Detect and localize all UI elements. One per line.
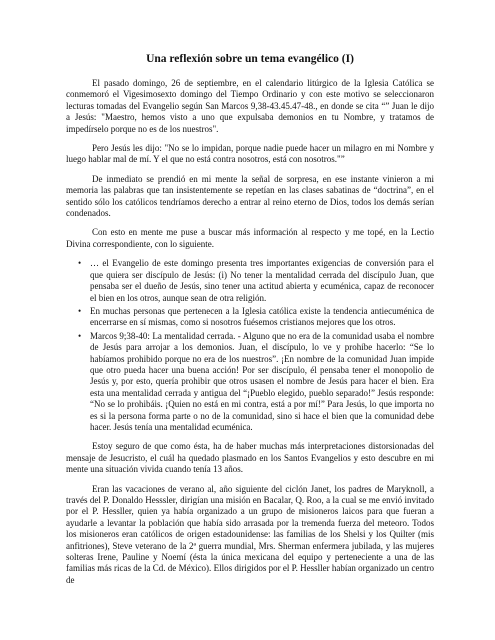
list-item <box>78 305 434 329</box>
list-item <box>78 258 434 304</box>
paragraph: Pero Jesús les dijo: "No se lo impidan, porque nadie puede hacer un milagro en mi Nombre y luego hablar mal de mí. Y el que no está contra nosotros, está con nosotros."” <box>66 143 434 165</box>
document-title: Una reflexión sobre un tema evangélico (I) <box>146 53 354 65</box>
bullet-list <box>66 258 434 433</box>
paragraph: Con esto en mente me puse a buscar más información al respecto y me topé, en la Lectio Divina correspondiente, con lo siguiente. <box>66 227 434 249</box>
paragraph: Eran las vacaciones de verano al, año siguiente del ciclón Janet, los padres de Maryknoll, a través del P. Donaldo Hesssler, dirigían una misión en Bacalar, Q. Roo, a la cual se me envió invitado por el P. Hessller, quien ya había organizado a un grupo de misioneros laicos para que fueran a ayudarle a levantar la población que había sido arrasada por la tremenda fuerza del meteoro. Todos los misioneros eran católicos de origen estadounidense: las familias de los Shelsi y los Quilter (mis anfitriones), Steve veterano de la 2ª guerra mundial, Mrs. Sherman enfermera jubilada, y las mujeres solteras Irene, Pauline y Noemí (ésta la única mexicana del equipo y perteneciente a una de las familias más ricas de la Cd. de México). Ellos dirigidos por el P. Hessller habían organizado un centro de <box>66 483 434 585</box>
list-item-text: Marcos 9;38-40: La mentalidad cerrada. - Alguno que no era de la comunidad usaba el nombre de Jesús para arrojar a los demonios. Juan, el discípulo, lo ve y prohíbe hacerlo: “Se lo habíamos prohibido porque no era de los nuestros”. ¡En nombre de la comunidad Juan impide que otro pueda hacer una buena acción! Por ser discípulo, él pensaba tener el monopolio de Jesús y, por esto, quería prohibir que otros usasen el nombre de Jesús para hacer el bien. Era esta una mentalidad cerrada y antigua del “¡Pueblo elegido, pueblo separado!” Jesús responde: “No se lo prohibáis. ¡Quien no está en mi contra, está a por mí!” Para Jesús, lo que importa no es si la persona forma parte o no de la comunidad, sino si hace el bien que la comunidad debe hacer. Jesús tenía una mentalidad ecuménica. <box>90 330 434 432</box>
list-item-text: … el Evangelio de este domingo presenta tres importantes exigencias de conversión para el que quiera ser discípulo de Jesús: (i) No tener la mentalidad cerrada del discípulo Juan, que pensaba ser el dueño de Jesús, sino tener una actitud abierta y ecuménica, capaz de reconocer el bien en los otros, aunque sean de otra religión. <box>90 258 434 303</box>
list-item-text: En muchas personas que pertenecen a la Iglesia católica existe la tendencia antiecuménica de encerrarse en sí mismas, como si nosotros fuésemos cristianos mejores que los otros. <box>90 305 434 328</box>
list-item <box>78 330 434 434</box>
document-body <box>66 52 434 594</box>
bullet-icon: • <box>78 258 82 269</box>
bullet-icon: • <box>78 330 82 341</box>
paragraph: De inmediato se prendió en mi mente la señal de sorpresa, en ese instante vinieron a mi memoria las palabras que tan insistentemente se repetían en las clases sabatinas de “doctrina”, en el sentido sólo los católicos tendríamos derecho a entrar al reino eterno de Dios, todos los demás serían condenados. <box>66 173 434 219</box>
paragraph: El pasado domingo, 26 de septiembre, en el calendario litúrgico de la Iglesia Católica se conmemoró el Vigesimosexto domingo del Tiempo Ordinario y con este motivo se seleccionaron lecturas tomadas del Evangelio según San Marcos 9,38-43.45.47-48., en donde se cita “” Juan le dijo a Jesús: "Maestro, hemos visto a uno que expulsaba demonios en tu Nombre, y tratamos de impedírselo porque no es de los nuestros". <box>66 78 434 134</box>
paragraph: Estoy seguro de que como ésta, ha de haber muchas más interpretaciones distorsionadas del mensaje de Jesucristo, el cuál ha quedado plasmado en los Santos Evangelios y esto descubre en mi mente una situación vivida cuando tenía 13 años. <box>66 441 434 475</box>
bullet-icon: • <box>78 305 82 316</box>
